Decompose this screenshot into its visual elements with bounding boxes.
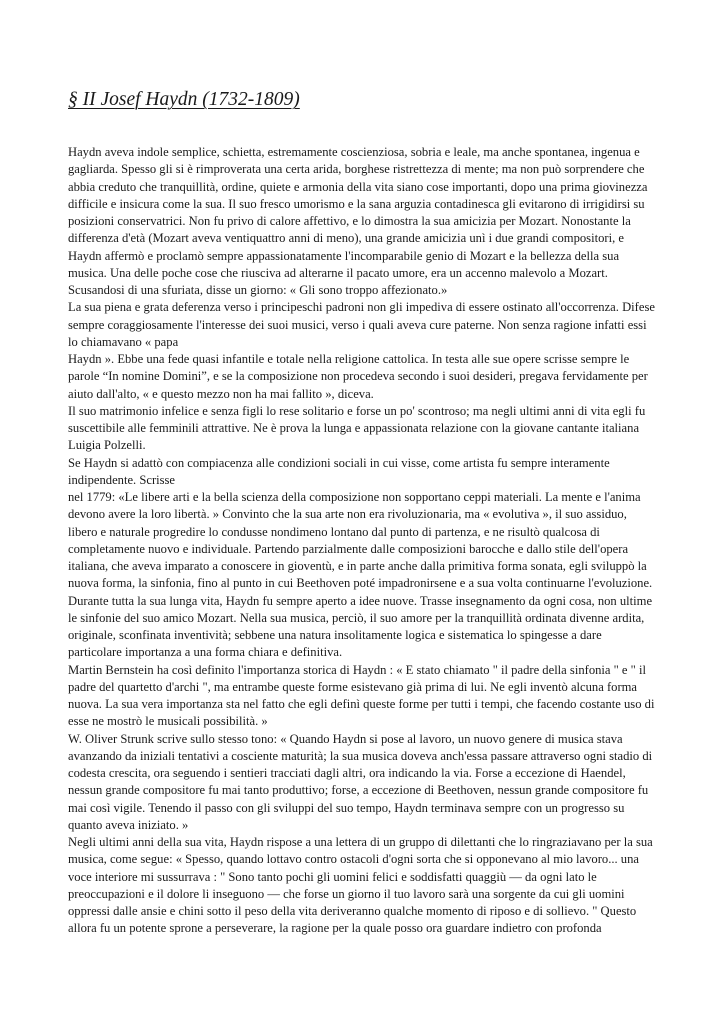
paragraph: Martin Bernstein ha così definito l'importanza storica di Haydn : « E stato chiamato " il padre della sinfonia " e " il padre del quartetto d'archi ", ma entrambe queste forme esistevano già prima di lui. Ne egli inventò alcuna forma nuova. La sua vera importanza sta nel fatto che egli definì queste forme per tutti i tempi, che facendo costante uso di esse ne mostrò le musicali possibilità. » (68, 662, 655, 729)
paragraph: W. Oliver Strunk scrive sullo stesso tono: « Quando Haydn si pose al lavoro, un nuovo genere di musica stava avanzando da iniziali tentativi a cosciente maturità; la sua musica doveva anch'essa passare attraverso ogni stadio di codesta crescita, ora seguendo i sentieri tracciati dagli altri, ora indicando la via. Forse a eccezione di Haendel, nessun grande compositore fu mai tanto produttivo; forse, a eccezione di Beethoven, nessun grande compositore fu mai così vigile. Tenendo il passo con gli sviluppi del suo tempo, Haydn terminava sempre con un progresso su quanto aveva iniziato. » (68, 731, 653, 832)
document-title: § II Josef Haydn (1732-1809) (68, 89, 300, 110)
paragraph: Il suo matrimonio infelice e senza figli lo rese solitario e forse un po' scontroso; ma negli ultimi anni di vita egli fu suscettibile alle femminili attrattive. Ne è prova la lunga e appassionata relazione con la giovane cantante italiana Luigia Polzelli. (68, 403, 646, 453)
document-page (68, 0, 658, 938)
paragraph: Haydn aveva indole semplice, schietta, estremamente coscienziosa, sobria e leale, ma anche spontanea, ingenua e gagliarda. Spesso gli si è rimproverata una certa arida, borghese ristrettezza di mente; ma non può sorprendere che abbia creduto che tranquillità, ordine, quiete e armonia della vita siano cose importanti, dopo una prima giovinezza difficile e insicura come la sua. Il suo fresco umorismo e la sana arguzia contadinesca gli evitarono di irrigidirsi su posizioni conservatrici. Non fu privo di calore affettivo, e lo dimostra la sua amicizia per Mozart. Nonostante la differenza d'età (Mozart aveva ventiquattro anni di meno), una grande amicizia unì i due grandi compositori, e Haydn affermò e proclamò sempre appassionatamente l'incomparabile genio di Mozart e la bellezza della sua musica. Una delle poche cose che riusciva ad alterarne il pacato umore, era un accenno malevolo a Mozart. Scusandosi di una sfuriata, disse un giorno: « Gli sono troppo affezionato.» (68, 145, 648, 297)
document-body (68, 144, 658, 938)
paragraph: Haydn ». Ebbe una fede quasi infantile e totale nella religione cattolica. In testa alle sue opere scrisse sempre le parole “In nomine Domini”, e se la composizione non procedeva secondo i suoi desideri, pregava fervidamente per aiuto dall'alto, « e questo mezzo non ha mai fallito », diceva. (68, 352, 648, 401)
paragraph: Se Haydn si adattò con compiacenza alle condizioni sociali in cui visse, come artista fu sempre interamente indipendente. Scrisse (68, 455, 610, 487)
paragraph: La sua piena e grata deferenza verso i principeschi padroni non gli impediva di essere ostinato all'occorrenza. Difese sempre coraggiosamente l'interesse dei suoi musici, verso i quali aveva cure paterne. Non senza ragione infatti essi lo chiamavano « papa (68, 300, 655, 349)
paragraph: Negli ultimi anni della sua vita, Haydn rispose a una lettera di un gruppo di dilettanti che lo ringraziavano per la sua musica, come segue: « Spesso, quando lottavo contro ostacoli d'ogni sorta che si opponevano al mio lavoro... una voce interiore mi sussurrava : " Sono tanto pochi gli uomini felici e soddisfatti quaggiù — da ogni lato le preoccupazioni e il dolore li inseguono — che forse un giorno il tuo lavoro sarà una sorgente da cui gli uomini oppressi dalle ansie e chini sotto il peso della vita deriveranno qualche momento di riposo e di sollievo. " Questo allora fu un potente sprone a perseverare, la ragione per la quale posso ora guardare indietro con profonda (68, 835, 653, 936)
paragraph: nel 1779: «Le libere arti e la bella scienza della composizione non sopportano ceppi materiali. La mente e l'anima devono avere la loro libertà. » Convinto che la sua arte non era rivoluzionaria, ma « evolutiva », il suo assiduo, libero e naturale progredire lo condusse nondimeno lontano dal punto di partenza, e ne risultò qualcosa di completamente nuovo e individuale. Partendo parzialmente dalle composizioni barocche e dallo stile dell'opera italiana, che aveva imparato a conoscere in gioventù, e in parte anche dalla primitiva forma sonata, egli sviluppò la nuova forma, la sinfonia, fino al punto in cui Beethoven poté impadronirsene e a sua volta continuarne l'evoluzione. (68, 490, 653, 591)
paragraph: Durante tutta la sua lunga vita, Haydn fu sempre aperto a idee nuove. Trasse insegnamento da ogni cosa, non ultime le sinfonie del suo amico Mozart. Nella sua musica, perciò, il suo amore per la tranquillità ordinata divenne ardita, originale, sconfinata inventività; sebbene una natura insolitamente logica e sistematica lo spingesse a dare particolare importanza a una forma chiara e definitiva. (68, 593, 653, 660)
